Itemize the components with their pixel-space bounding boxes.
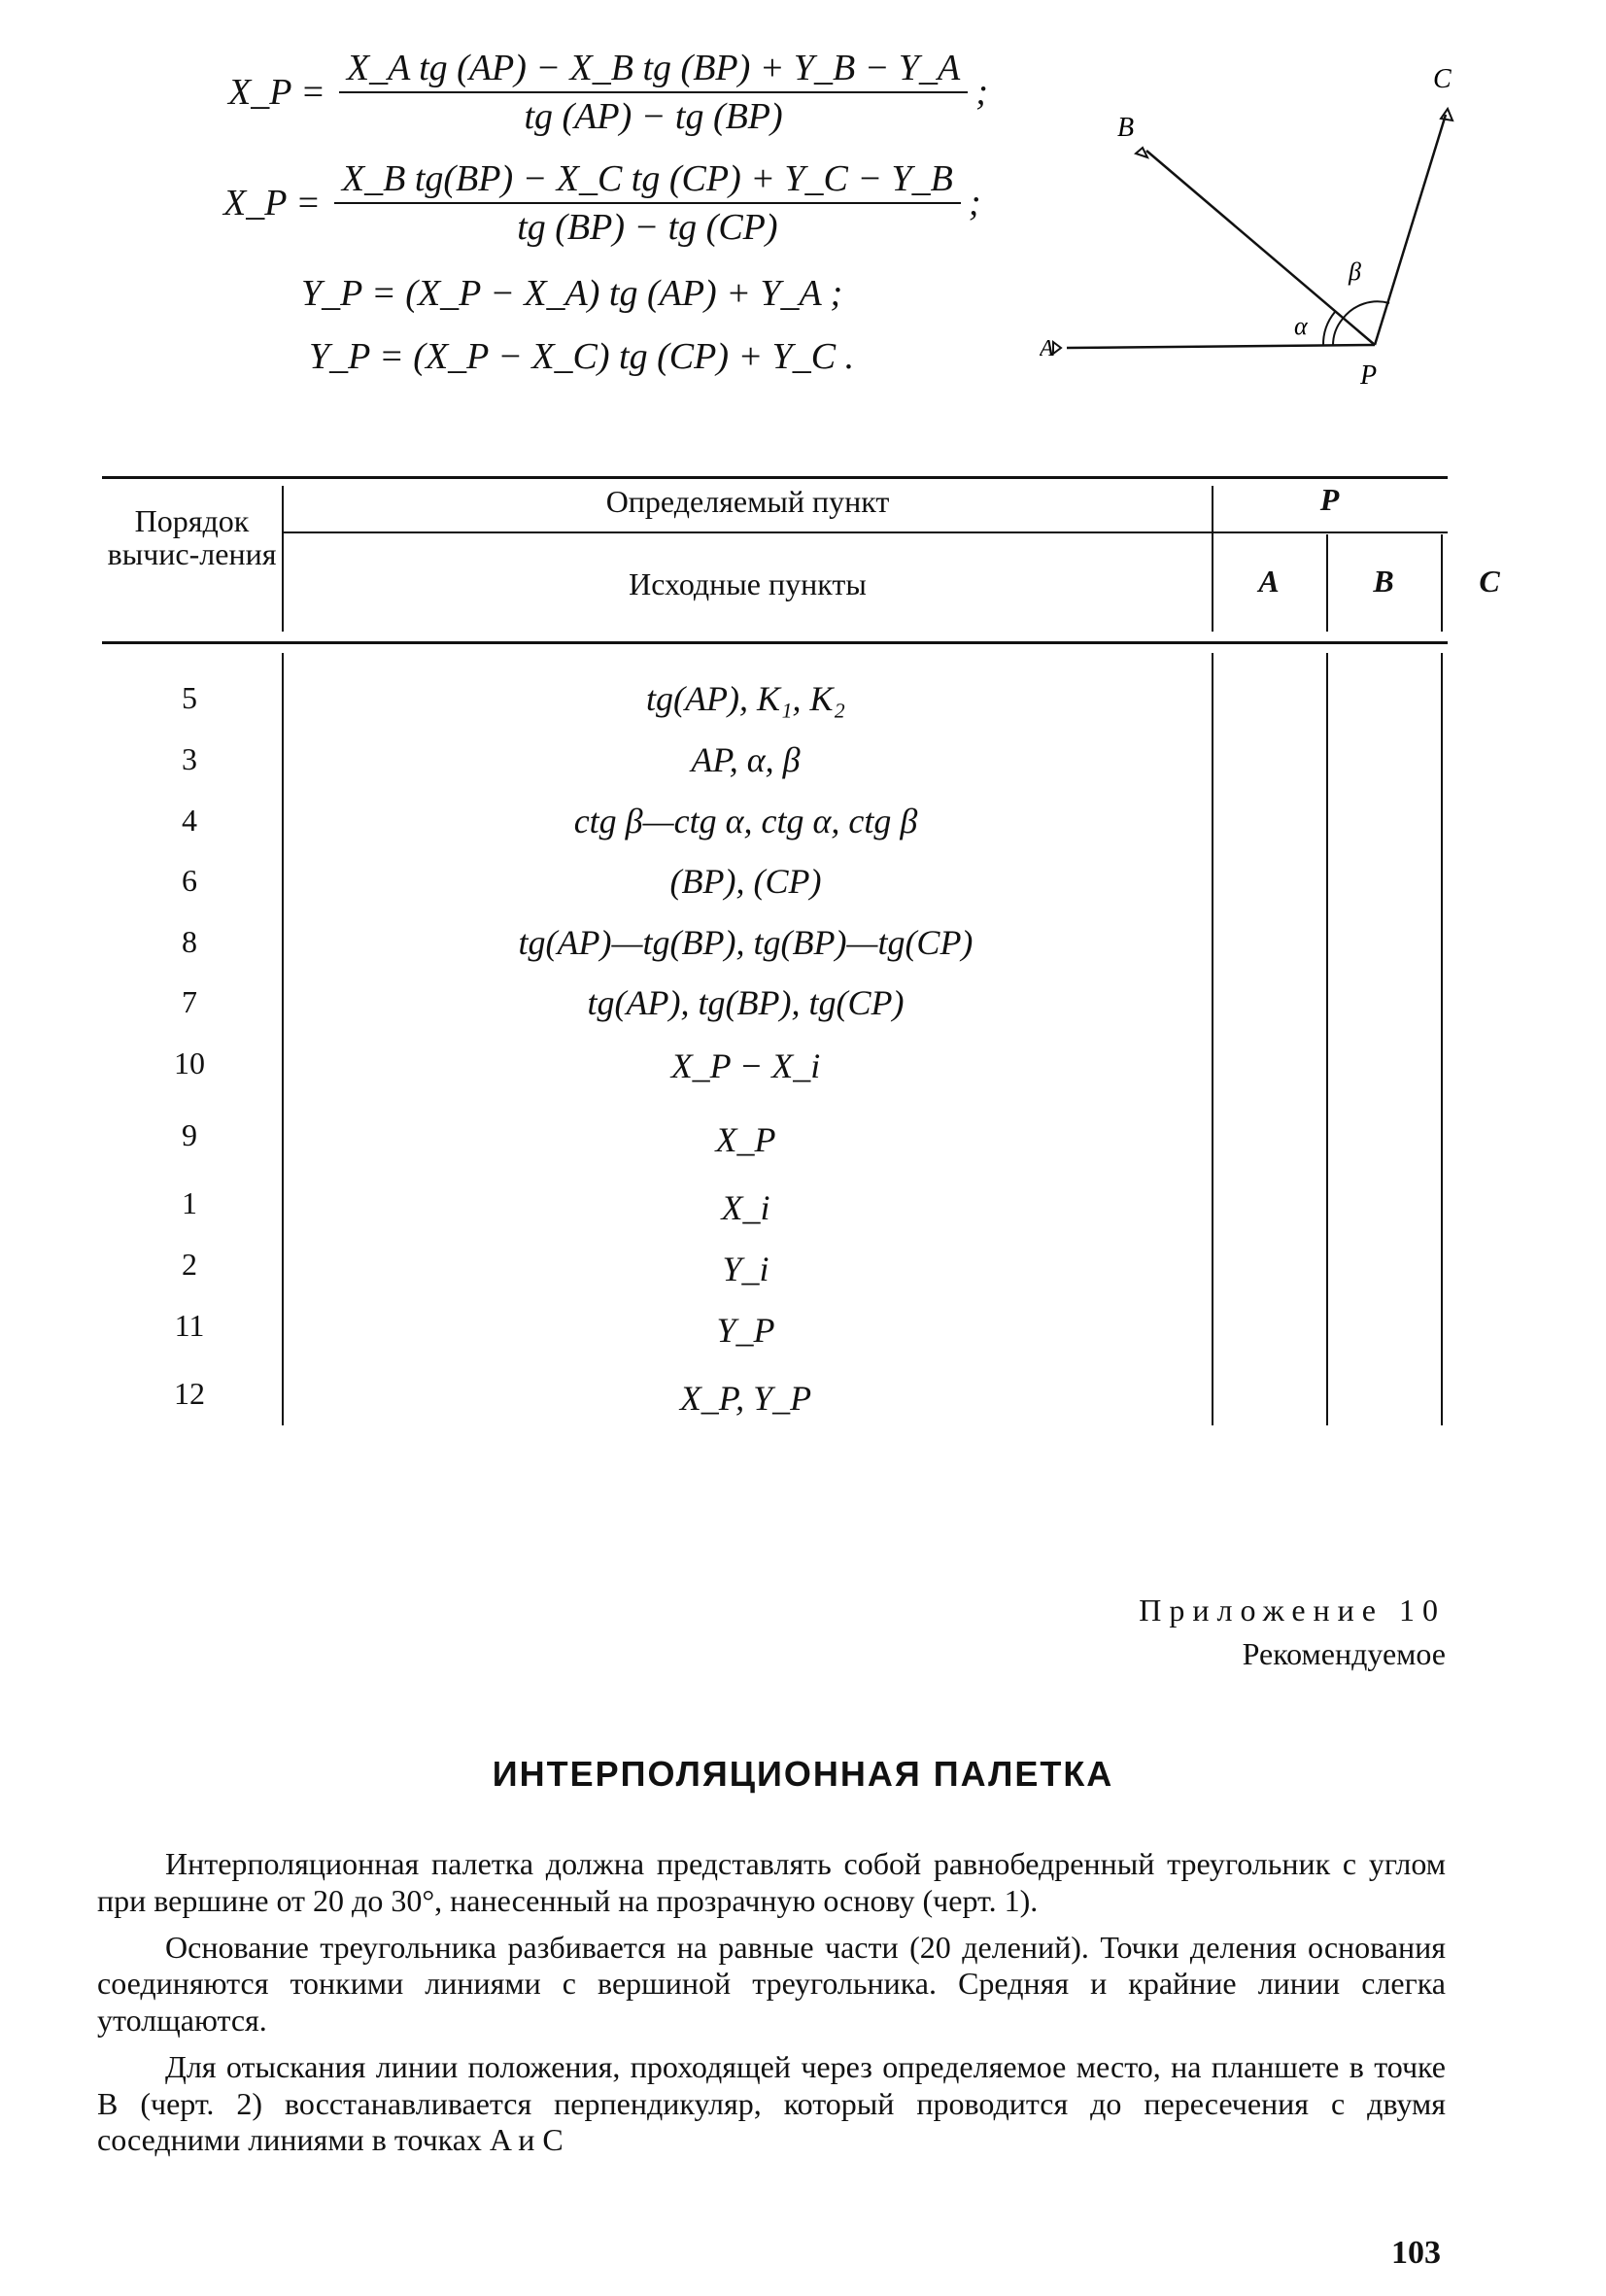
- fraction-numerator: X_A tg (AP) − X_B tg (BP) + Y_B − Y_A: [339, 47, 968, 93]
- body-text: [97, 1846, 1446, 2169]
- triangle-marker-b: [1136, 148, 1147, 157]
- angle-arc-alpha: [1333, 319, 1343, 346]
- formula-xp-1: [228, 47, 988, 138]
- formula-yp-1: Y_P = (X_P − X_A) tg (AP) + Y_A ;: [301, 273, 843, 314]
- table-row-expr: X_P, Y_P: [679, 1379, 812, 1418]
- body-divider-2: [1212, 653, 1213, 1425]
- header-b: B: [1373, 564, 1394, 599]
- table-row-expr: Y_i: [722, 1250, 769, 1288]
- header-p-rule: [1212, 531, 1448, 533]
- label-a: A: [1040, 336, 1054, 361]
- table-row-order: 1: [182, 1185, 197, 1220]
- body-divider-4: [1441, 653, 1443, 1425]
- table-row-order: 8: [182, 924, 197, 959]
- formula-lhs: X_P =: [228, 72, 325, 113]
- table-row-order: 4: [182, 803, 197, 838]
- paragraph: Интерполяционная палетка должна представлять собой равнобедренный треугольник с углом при вершине от 20 до 30°, нанесенный на прозрачную основу (черт. 1).: [97, 1846, 1446, 1918]
- table-row-order: 6: [182, 863, 197, 898]
- label-beta: β: [1349, 257, 1361, 286]
- table-row-order: 11: [174, 1308, 205, 1343]
- fraction-numerator: X_B tg(BP) − X_C tg (CP) + Y_C − Y_B: [334, 157, 961, 204]
- table-row-expr: Y_P: [716, 1311, 775, 1350]
- formula-lhs: X_P =: [223, 183, 321, 223]
- computation-order-table: [102, 476, 1500, 1428]
- table-row-expr: X_i: [721, 1188, 770, 1227]
- table-row-order: 3: [182, 741, 197, 776]
- order-column: [102, 476, 277, 1428]
- label-c: C: [1433, 64, 1452, 94]
- body-divider-3: [1326, 653, 1328, 1425]
- table-row-expr: X_P − X_i: [670, 1046, 821, 1085]
- appendix-status: Рекомендуемое: [1242, 1635, 1446, 1671]
- label-b: B: [1117, 113, 1135, 143]
- page-number: 103: [1391, 2235, 1441, 2271]
- fraction-denominator: tg (AP) − tg (BP): [524, 96, 783, 137]
- triangle-marker-a: [1053, 342, 1061, 354]
- resection-diagram: [1040, 58, 1477, 389]
- formula-yp-2: Y_P = (X_P − X_C) tg (CP) + Y_C .: [309, 336, 855, 377]
- line-cp: [1375, 115, 1446, 345]
- label-p: P: [1360, 360, 1378, 389]
- formula-punct: ;: [968, 183, 981, 223]
- triangle-marker-c: [1441, 109, 1452, 120]
- label-alpha: α: [1294, 312, 1308, 340]
- table-row-expr: tg(AP), tg(BP), tg(CP): [587, 983, 905, 1022]
- fraction: [339, 47, 968, 138]
- appendix-number: Приложение 10: [1139, 1593, 1446, 1628]
- table-row-expr: tg(AP), K₁, K₂: [645, 679, 845, 718]
- table-row-expr: tg(AP)—tg(BP), tg(BP)—tg(CP): [518, 923, 974, 962]
- formula-punct: ;: [975, 72, 988, 113]
- fraction-denominator: tg (BP) − tg (CP): [517, 207, 778, 248]
- header-determined: Определяемый пункт: [605, 484, 890, 519]
- formula-block: [194, 39, 991, 408]
- header-source: Исходные пункты: [629, 566, 867, 601]
- table-row-order: 5: [182, 680, 197, 715]
- line-bp: [1146, 151, 1375, 345]
- fraction: [334, 157, 961, 249]
- header-p: P: [1319, 482, 1340, 517]
- table-row-order: 9: [182, 1117, 197, 1152]
- header-c: C: [1479, 564, 1500, 599]
- table-row-order: 10: [174, 1045, 205, 1080]
- table-row-expr: X_P: [715, 1120, 776, 1159]
- formula-xp-2: [223, 157, 981, 249]
- header-order: Порядок вычис-ления: [107, 503, 277, 571]
- paragraph: Основание треугольника разбивается на равные части (20 делений). Точки деления основания соединяются тонкими линиями с вершиной треугольника. Средняя и крайние линии слегка утолщаются.: [97, 1929, 1446, 2038]
- table-row-expr: AP, α, β: [691, 740, 801, 779]
- appendix-note: [1139, 1589, 1446, 1676]
- angle-arc-beta: [1343, 301, 1389, 319]
- table-row-expr: (BP), (CP): [669, 862, 822, 901]
- line-ap: [1067, 345, 1375, 348]
- header-a: A: [1258, 564, 1280, 599]
- paragraph: Для отыскания линии положения, проходящей через определяемое место, на планшете в точке B (черт. 2) восстанавливается перпендикуляр, который проводится до пересечения с двумя соседними линиями в точках A и C: [97, 2048, 1446, 2158]
- table-row-expr: ctg β—ctg α, ctg α, ctg β: [573, 802, 918, 840]
- source-column: [282, 476, 1210, 1428]
- table-row-order: 12: [174, 1376, 205, 1411]
- table-row-order: 2: [182, 1247, 197, 1282]
- table-row-order: 7: [182, 984, 197, 1019]
- section-title: ИНТЕРПОЛЯЦИОННАЯ ПАЛЕТКА: [492, 1754, 1114, 1794]
